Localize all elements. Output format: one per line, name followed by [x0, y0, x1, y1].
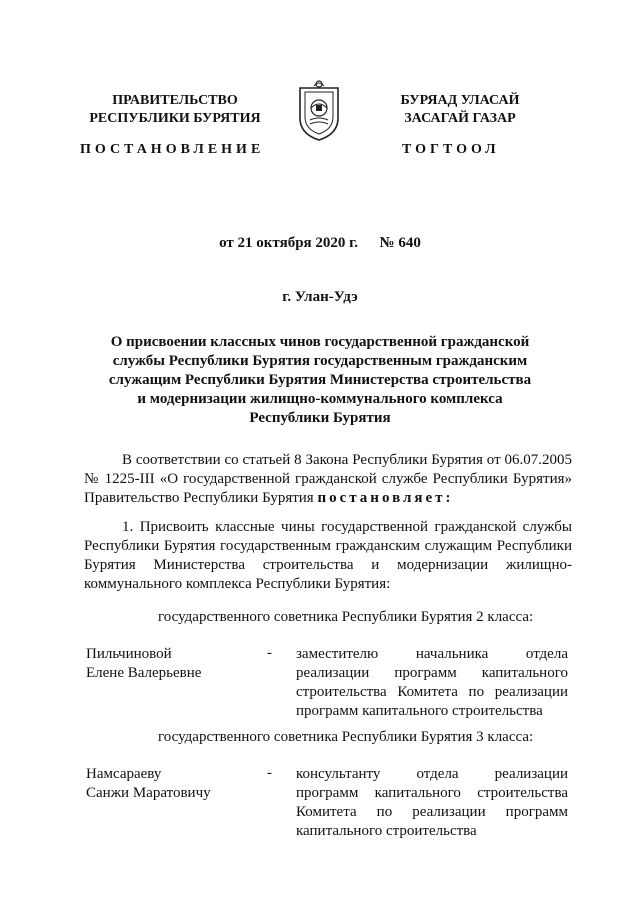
government-name-line2: РЕСПУБЛИКИ БУРЯТИЯ	[89, 111, 261, 126]
employee-given-names: Санжи Маратовичу	[86, 785, 211, 801]
item-1: 1. Присвоить классные чины государственной гражданской службы Республики Бурятия государственным гражданским служащим Республики Бурятия Министерства строительства и модернизации жилищно-коммунального комплекса Республики Бурятия:	[84, 519, 572, 592]
employee-name	[86, 765, 236, 803]
city: г. Улан-Удэ	[282, 289, 358, 305]
employee-position: консультанту отдела реализации программ капитального строительства Комитета по реализации программ капитального строительства	[296, 766, 568, 839]
preamble	[84, 451, 572, 508]
employee-surname: Пильчиновой	[86, 646, 172, 662]
government-name-bua-line2: ЗАСАГАЙ ГАЗАР	[404, 111, 516, 126]
decree-title	[60, 333, 580, 428]
dash-separator: -	[267, 765, 272, 781]
title-line: Республики Бурятия	[249, 410, 391, 426]
coat-of-arms-icon	[296, 78, 342, 142]
doc-type-ru: ПОСТАНОВЛЕНИЕ	[80, 142, 265, 157]
employee-given-names: Елене Валерьевне	[86, 665, 202, 681]
title-line: и модернизации жилищно-коммунального комплекса	[137, 391, 503, 407]
title-line: службы Республики Бурятия государственным гражданским	[112, 353, 528, 369]
decree-date: от 21 октября 2020 г.	[219, 235, 359, 251]
dash-separator: -	[267, 645, 272, 661]
decree-number: № 640	[379, 235, 421, 251]
government-name-bua-line1: БУРЯАД УЛАСАЙ	[400, 93, 520, 108]
government-name-line1: ПРАВИТЕЛЬСТВО	[112, 93, 238, 108]
doc-type-bua: ТОГТООЛ	[402, 142, 500, 157]
title-line: О присвоении классных чинов государственной гражданской	[110, 334, 530, 350]
title-line: служащим Республики Бурятия Министерства строительства	[108, 372, 532, 388]
employee-position: заместителю начальника отдела реализации программ капитального строительства Комитета по реализации программ капитального строительства	[296, 646, 568, 719]
employee-surname: Намсараеву	[86, 766, 162, 782]
date-number-line	[0, 235, 640, 252]
decree-word: постановляет:	[317, 490, 454, 506]
employee-name	[86, 645, 236, 683]
government-name-ru	[85, 92, 265, 128]
preamble-text: В соответствии со статьей 8 Закона Республики Бурятия от 06.07.2005 № 1225-III «О государственной гражданской службе Республики Бурятия» Правительство Республики Бурятия	[84, 452, 572, 506]
rank-heading: государственного советника Республики Бурятия 2 класса:	[158, 609, 534, 625]
government-name-bua	[370, 92, 550, 128]
rank-heading: государственного советника Республики Бурятия 3 класса:	[158, 729, 534, 745]
